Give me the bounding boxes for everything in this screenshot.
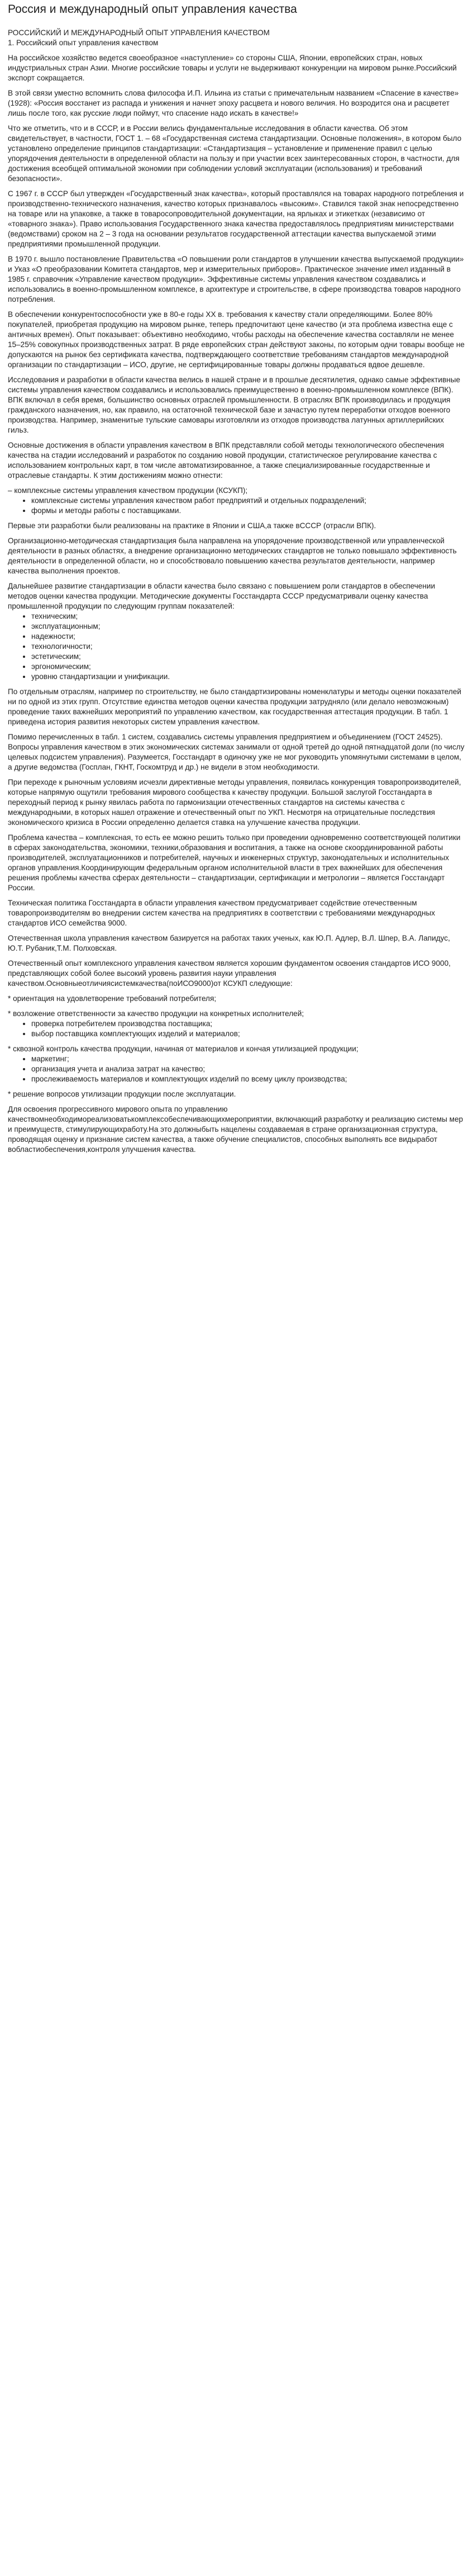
bullet-list	[8, 611, 465, 682]
list-item: • уровню стандартизации и унификации.	[31, 672, 465, 682]
list-item: • организация учета и анализа затрат на качество;	[31, 1064, 465, 1074]
list-item: • эксплуатационным;	[31, 622, 465, 632]
list-item: • техническим;	[31, 611, 465, 622]
paragraph: В обеспечении конкурентоспособности уже в 80-е годы XX в. требования к качеству стали определяющими. Более 80% покупателей, приобретая продукцию на мировом рынке, теперь предпочитают цене качество (и эта проблема известна еще с античных времен). Опыт показывает: объективно необходимо, чтобы расходы на обеспечение качества составляли не менее 15–25% совокупных производственных затрат. В ряде европейских стран действуют законы, по которым одни товары вообще не допускаются на рынок без сертификата качества, подтверждающего соответствие требованиям стандартов международной организации по стандартизации – ИСО, другие, не сертифицированные товары должны продаваться вдвое дешевле.	[8, 310, 465, 369]
page-title: Россия и международный опыт управления качества	[8, 3, 297, 16]
bullet-list	[8, 1019, 465, 1039]
paragraph: Отечественный опыт комплексного управления качеством является хорошим фундаментом освоения стандартов ИСО 9000, представляющих собой более высокий уровень развития науки управления качеством.Основныеотличиясистемкачества(поИСО9000)от КСУКП следующие:	[8, 959, 451, 988]
paragraph: Проблема качества – комплексная, то есть ее можно решить только при проведении одновременно соответствующей политики в сферах законодательства, экономики, техники,образования и воспитания, а также на основе скоординированной работы производителей, эксплуатационников и потребителей, научных и инженерных структур, законодательных и исполнительных органов управления.Координирующим федеральным органом исполнительной власти в трех важнейших для обеспечения решения проблемы качества сферах деятельности – стандартизации, сертификации и метрологии – является Госстандарт России.	[8, 833, 461, 892]
paragraph: На российское хозяйство ведется своеобразное «наступление» со стороны США, Японии, европейских стран, новых индустриальных стран Азии. Многие российские товары и услуги не выдерживают конкуренции на мировом рынке.Российский экспорт сокращается.	[8, 54, 457, 82]
paragraph: С 1967 г. в СССР был утвержден «Государственный знак качества», который проставлялся на товарах народного потребления и производственно-технического назначения, качество которых признавалось «высоким». Ставился такой знак непосредственно на товаре или на упаковке, а также в товаросопроводительной документации, на ярлыках и этикетках (независимо от «товарного знака»). Право использования Государственного знака качества предоставлялось предприятиям министерствами (ведомствами) сроком на 2 – 3 года на основании результатов государственной аттестации качества выпускаемой этими предприятиями промышленной продукции.	[8, 189, 464, 248]
paragraph: Первые эти разработки были реализованы на практике в Японии и США,а также вСССР (отрасли ВПК).	[8, 521, 376, 530]
paragraph: Что же отметить, что и в СССР, и в России велись фундаментальные исследования в области качества. Об этом свидетельствует, в частности, ГОСТ 1. – 68 «Государственная система стандартизации. Основные положения», в котором было установлено определение принципов стандартизации: «Стандартизация – установление и применение правил с целью упорядочения деятельности в определенной области на пользу и при участии всех заинтересованных сторон, в частности, для достижения всеобщей оптимальной экономии при соблюдении условий эксплуатации (использования) и требований безопасности».	[8, 124, 462, 183]
list-item: • эстетическим;	[31, 652, 465, 662]
bullet-list	[8, 1054, 465, 1084]
paragraph: Основные достижения в области управления качеством в ВПК представляли собой методы технологического обеспечения качества на стадии исследований и разработок по созданию новой продукции, статистическое регулирование качества с использованием контрольных карт, в том числе автоматизированное, а также специализированные государственные и отраслевые стандарты. К этим достижениям можно отнести:	[8, 441, 445, 480]
bullet-list	[8, 496, 465, 516]
section-heading: 1. Российский опыт управления качеством	[8, 39, 159, 47]
paragraph: Дальнейшее развитие стандартизации в области качества было связано с повышением роли стандартов в обеспечении методов оценки качества продукции. Методические документы Госстандарта СССР предусматривали оценку качества промышленной продукции по следующим группам показателей:	[8, 582, 436, 610]
list-item: • комплексные системы управления качеством работ предприятий и отдельных подразделений;	[31, 496, 465, 506]
paragraph: Техническая политика Госстандарта в области управления качеством предусматривает содействие отечественным товаропроизводителям во внедрении систем качества на предприятиях в соответствии с требованиями международных стандартов ИСО семейства 9000.	[8, 899, 436, 927]
list-item: • формы и методы работы с поставщиками.	[31, 506, 465, 516]
article-heading: РОССИЙСКИЙ И МЕЖДУНАРОДНЫЙ ОПЫТ УПРАВЛЕНИЯ КАЧЕСТВОМ	[8, 29, 270, 37]
paragraph: При переходе к рыночным условиям исчезли директивные методы управления, появилась конкуренция товаропроизводителей, которые напрямую ощутили требования мирового сообщества к качеству продукции. Большой заслугой Госстандарта в переходный период к рынку явилась работа по гармонизации отечественных стандартов на системы качества с международными, в которых нашел отражение и отечественный опыт по УКП. Несмотря на отрицательные последствия экономического кризиса в России определенно делается ставка на улучшение качества продукции.	[8, 778, 461, 827]
paragraph: * ориентация на удовлетворение требований потребителя;	[8, 994, 217, 1003]
paragraph: Исследования и разработки в области качества велись в нашей стране и в прошлые десятилетия, однако самые эффективные системы управления качеством создавались и использовались преимущественно в военно-промышленном комплексе (ВПК). ВПК включал в себя время, большинство основных отраслей промышленности. В отраслях ВПК производилась и продукция гражданского назначения, но, как правило, на остаточной технической базе и зачастую путем переработки отходов военного производства. Например, знаменитые тульские самовары изготовляли из отходов производства латунных артиллерийских гильз.	[8, 376, 461, 434]
paragraph: Помимо перечисленных в табл. 1 систем, создавались системы управления предприятием и объединением (ГОСТ 24525). Вопросы управления качеством в этих экономических системах занимали от одной третей до одной пятнадцатой доли (по числу целевых подсистем управления). Разумеется, Госстандарт в одиночку уже не мог руководить упомянутыми системами в целом, а другие ведомства (Госплан, ГКНТ, Госкомтруд и др.) не видели в этом необходимости.	[8, 733, 465, 771]
paragraph: – комплексные системы управления качеством продукции (КСУКП);	[8, 486, 248, 495]
paragraph: * решение вопросов утилизации продукции после эксплуатации.	[8, 1090, 236, 1098]
list-item: • выбор поставщика комплектующих изделий и материалов;	[31, 1029, 465, 1039]
list-item: • эргономическим;	[31, 662, 465, 672]
paragraph: По отдельным отраслям, например по строительству, не было стандартизированы номенклатуры и методы оценки показателей ни по одной из этих групп. Отсутствие единства методов оценки качества продукции затрудняло (или делало невозможным) проведение таких важнейших мероприятий по управлению качеством, как государственная аттестация продукции. В табл. 1 приведена история развития некоторых систем управления качеством.	[8, 687, 462, 726]
paragraph: Для освоения прогрессивного мирового опыта по управлению качествомнеобходимореализоватькомплексобеспечивающихмероприятии, включающий разработку и реализацию системы мер и преимуществ, стимулирующихработу.На это должныбыть нацелены создаваемая в стране организационная структура, проводящая оценку и признание систем качества, а также обучение специалистов, способных выполнять все видыработ вобластиобеспечения,контроля улучшения качества.	[8, 1105, 464, 1154]
list-item: • маркетинг;	[31, 1054, 465, 1064]
article	[0, 0, 473, 1171]
paragraph: Отечественная школа управления качеством базируется на работах таких ученых, как Ю.П. Адлер, В.Л. Шпер, В.А. Лапидус, Ю.Т. Рубаник,Т.М. Полховская.	[8, 934, 450, 952]
paragraph: Организационно-методическая стандартизация была направлена на упорядочение производственной или управленческой деятельности в разных областях, а внедрение организационно методических стандартов не только повышало эффективность деятельности в определенной области, но и способствовало повышению качества результатов деятельности, например качества выполнения проектов.	[8, 537, 457, 575]
list-item: • надежности;	[31, 632, 465, 642]
paragraph: В этой связи уместно вспомнить слова философа И.П. Ильина из статьи с примечательным названием «Спасение в качестве» (1928): «Россия восстанет из распада и унижения и начнет эпоху расцвета и нового величия. Но возродится она и расцветет лишь после того, как русские люди поймут, что спасение надо искать в качестве!»	[8, 89, 459, 117]
paragraph: * сквозной контроль качества продукции, начиная от материалов и кончая утилизацией продукции;	[8, 1045, 359, 1053]
list-item: • технологичности;	[31, 642, 465, 652]
list-item: • проверка потребителем производства поставщика;	[31, 1019, 465, 1029]
paragraph: В 1970 г. вышло постановление Правительства «О повышении роли стандартов в улучшении качества выпускаемой продукции» и Указ «О преобразовании Комитета стандартов, мер и измерительных приборов». Практическое значение имел изданный в 1985 г. справочник «Управление качеством продукции». Эффективные системы управления качеством создавались и использовались в военно-промышленном комплексе, в архитектуре и строительстве, в сфере производства товаров народного потребления.	[8, 255, 464, 303]
paragraph: * возложение ответственности за качество продукции на конкретных исполнителей;	[8, 1009, 304, 1018]
list-item: • прослеживаемость материалов и комплектующих изделий по всему циклу производства;	[31, 1074, 465, 1084]
